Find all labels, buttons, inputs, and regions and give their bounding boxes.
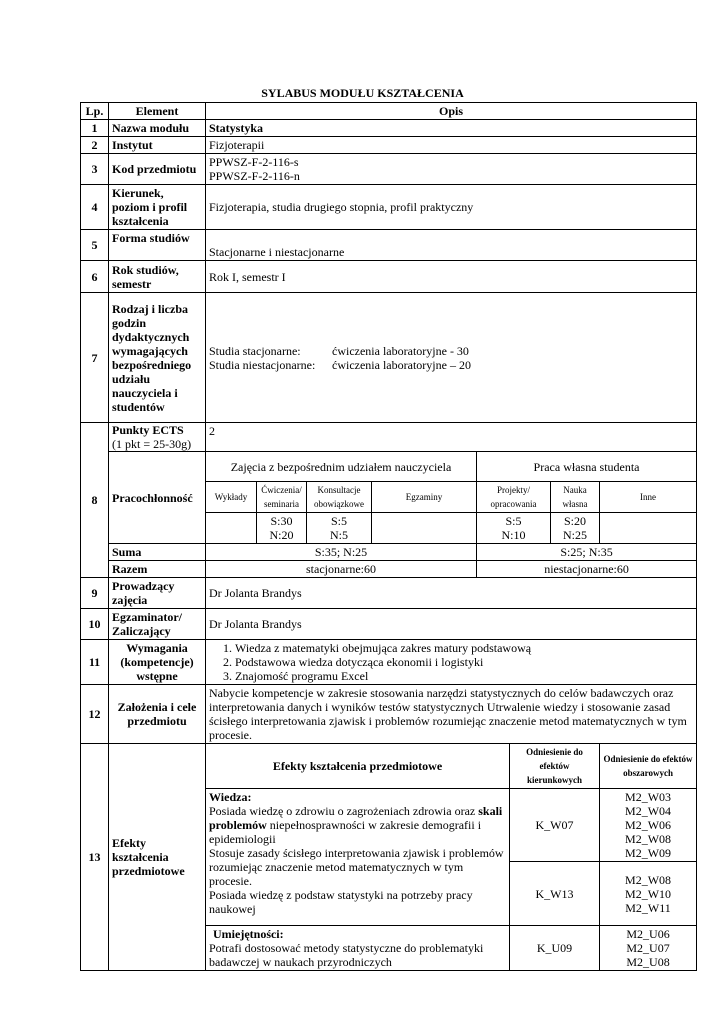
row-label: Kierunek, poziom i profil kształcenia bbox=[109, 185, 206, 230]
sum-label: Suma bbox=[109, 544, 206, 561]
ects-label bbox=[109, 423, 206, 452]
prerequisites bbox=[206, 640, 697, 685]
course-objectives: Nabycie kompetencje w zakresie stosowania narzędzi statystycznych do celów badawczych oraz interpretowania danych i wyników testów statystycznych Utrwalenie wiedzy i stosowanie zasad ścisłego interpretowania zjawisk i problemów rozumiejąc znaczenie metod matematycznych w tym procesie. bbox=[206, 685, 697, 744]
exams-hours bbox=[372, 513, 477, 544]
module-name: Statystyka bbox=[206, 120, 697, 137]
row-number: 6 bbox=[81, 261, 109, 293]
consultations-hours bbox=[307, 513, 372, 544]
row-number: 12 bbox=[81, 685, 109, 744]
row-number: 11 bbox=[81, 640, 109, 685]
ects-note: (1 pkt = 25-30g) bbox=[112, 437, 192, 451]
area-code: M2_U08 bbox=[626, 955, 670, 969]
area-code: M2_W03 bbox=[625, 790, 672, 804]
row-number: 13 bbox=[81, 744, 109, 971]
row-label: Rodzaj i liczba godzin dydaktycznych wymagających bezpośredniego udziału nauczyciela i studentów bbox=[109, 293, 206, 423]
row-label: Wymagania (kompetencje) wstępne bbox=[109, 640, 206, 685]
projects-hours bbox=[477, 513, 551, 544]
header-opis: Opis bbox=[206, 103, 697, 120]
knowledge-item: Stosuje zasady ścisłego interpretowania zjawisk i problemów rozumiejąc znaczenie metod matematycznych w tym procesie. bbox=[209, 846, 504, 888]
row-label: Forma studiów bbox=[109, 230, 206, 261]
knowledge-text: Posiada wiedzę o zdrowiu o zagrożeniach zdrowia oraz bbox=[209, 804, 479, 818]
hours-breakdown bbox=[206, 293, 697, 423]
full-time-hours: ćwiczenia laboratoryjne - 30 bbox=[332, 343, 469, 358]
list-item: 2. Podstawowa wiedza dotycząca ekonomii i logistyki bbox=[235, 655, 693, 669]
col-projects: Projekty/ opracowania bbox=[477, 482, 551, 513]
exercises-s: S:30 bbox=[270, 514, 293, 528]
area-code: M2_W06 bbox=[625, 818, 672, 832]
area-code: M2_W11 bbox=[625, 900, 671, 915]
self-learning-n: N:25 bbox=[563, 528, 587, 542]
row-number: 5 bbox=[81, 230, 109, 261]
field-outcome-code: K_W13 bbox=[510, 862, 600, 926]
row-number: 2 bbox=[81, 137, 109, 154]
outcomes-header: Efekty kształcenia przedmiotowe bbox=[206, 744, 510, 789]
contact-hours-group: Zajęcia z bezpośrednim udziałem nauczyciela bbox=[206, 452, 477, 482]
instructor: Dr Jolanta Brandys bbox=[206, 578, 697, 609]
knowledge-title: Wiedza: bbox=[209, 790, 252, 804]
knowledge-item: Posiada wiedzę z podstaw statystyki na potrzeby pracy naukowej bbox=[209, 888, 473, 916]
area-code: M2_U07 bbox=[626, 941, 670, 955]
row-label: Prowadzący zajęcia bbox=[109, 578, 206, 609]
sum-self: S:25; N:35 bbox=[477, 544, 697, 561]
header-element: Element bbox=[109, 103, 206, 120]
field-of-study: Fizjoterapia, studia drugiego stopnia, profil praktyczny bbox=[206, 185, 697, 230]
sum-contact: S:35; N:25 bbox=[206, 544, 477, 561]
full-time-label: Studia stacjonarne: bbox=[209, 343, 301, 358]
row-label: Egzaminator/ Zaliczający bbox=[109, 609, 206, 640]
area-outcomes-header: Odniesienie do efektów obszarowych bbox=[600, 744, 697, 789]
prerequisites-list bbox=[209, 641, 693, 683]
area-code: M2_W09 bbox=[625, 846, 672, 860]
syllabus-table bbox=[80, 102, 697, 971]
row-number: 9 bbox=[81, 578, 109, 609]
knowledge-text: niepełnosprawności w zakresie demografii i epidemiologii bbox=[209, 818, 482, 846]
examiner: Dr Jolanta Brandys bbox=[206, 609, 697, 640]
knowledge-emphasis: skali problemów bbox=[209, 804, 503, 832]
exercises-hours bbox=[257, 513, 307, 544]
part-time-label: Studia niestacjonarne: bbox=[209, 357, 316, 372]
self-learning-hours bbox=[551, 513, 600, 544]
row-label: Rok studiów, semestr bbox=[109, 261, 206, 293]
area-code: M2_W10 bbox=[625, 886, 672, 901]
area-outcome-codes bbox=[600, 862, 697, 926]
list-item: 3. Znajomość programu Excel bbox=[235, 669, 693, 683]
area-outcome-codes bbox=[600, 789, 697, 862]
document-title: SYLABUS MODUŁU KSZTAŁCENIA bbox=[261, 86, 464, 100]
col-exercises: Ćwiczenia/ seminaria bbox=[257, 482, 307, 513]
part-time-hours: ćwiczenia laboratoryjne – 20 bbox=[332, 357, 471, 372]
area-outcome-codes bbox=[600, 926, 697, 971]
consultations-s: S:5 bbox=[330, 514, 347, 528]
row-number: 3 bbox=[81, 154, 109, 185]
area-code: M2_W08 bbox=[625, 872, 672, 887]
projects-n: N:10 bbox=[501, 528, 526, 542]
total-fulltime: stacjonarne:60 bbox=[206, 561, 477, 578]
skills-item: Potrafi dostosować metody statystyczne do problematyki badawczej w naukach przyrodniczych bbox=[209, 941, 484, 969]
field-outcome-code: K_U09 bbox=[510, 926, 600, 971]
row-label: Efekty kształcenia przedmiotowe bbox=[109, 744, 206, 971]
workload-label: Pracochłonność bbox=[109, 452, 206, 544]
row-label: Kod przedmiotu bbox=[109, 154, 206, 185]
row-number: 1 bbox=[81, 120, 109, 137]
study-form: Stacjonarne i niestacjonarne bbox=[206, 230, 697, 261]
ects-value: 2 bbox=[206, 423, 697, 452]
field-outcomes-header: Odniesienie do efektów kierunkowych bbox=[510, 744, 600, 789]
header-lp: Lp. bbox=[81, 103, 109, 120]
col-exams: Egzaminy bbox=[372, 482, 477, 513]
row-label: Założenia i cele przedmiotu bbox=[109, 685, 206, 744]
course-code bbox=[206, 154, 697, 185]
self-learning-s: S:20 bbox=[563, 514, 586, 528]
row-number: 10 bbox=[81, 609, 109, 640]
row-label: Instytut bbox=[109, 137, 206, 154]
total-parttime: niestacjonarne:60 bbox=[477, 561, 697, 578]
row-label: Nazwa modułu bbox=[109, 120, 206, 137]
year-semester: Rok I, semestr I bbox=[206, 261, 697, 293]
institute-value: Fizjoterapii bbox=[206, 137, 697, 154]
area-code: M2_W04 bbox=[625, 804, 672, 818]
knowledge-item bbox=[209, 804, 506, 846]
course-code-n: PPWSZ-F-2-116-n bbox=[209, 169, 300, 183]
col-other: Inne bbox=[600, 482, 697, 513]
self-study-group: Praca własna studenta bbox=[477, 452, 697, 482]
row-number: 8 bbox=[81, 423, 109, 578]
lectures-hours bbox=[206, 513, 257, 544]
col-consultations: Konsultacje obowiązkowe bbox=[307, 482, 372, 513]
knowledge-outcomes bbox=[206, 789, 510, 926]
col-self-learning: Nauka własna bbox=[551, 482, 600, 513]
col-lectures: Wykłady bbox=[206, 482, 257, 513]
area-code: M2_U06 bbox=[626, 927, 670, 941]
projects-s: S:5 bbox=[505, 514, 522, 528]
exercises-n: N:20 bbox=[269, 528, 294, 542]
row-number: 4 bbox=[81, 185, 109, 230]
consultations-n: N:5 bbox=[330, 528, 348, 542]
list-item: 1. Wiedza z matematyki obejmująca zakres matury podstawową bbox=[235, 641, 693, 655]
ects-title: Punkty ECTS bbox=[112, 423, 184, 437]
area-code: M2_W08 bbox=[625, 832, 672, 846]
field-outcome-code: K_W07 bbox=[510, 789, 600, 862]
row-number: 7 bbox=[81, 293, 109, 423]
skills-title: Umiejętności: bbox=[213, 927, 284, 941]
total-label: Razem bbox=[109, 561, 206, 578]
other-hours bbox=[600, 513, 697, 544]
course-code-s: PPWSZ-F-2-116-s bbox=[209, 155, 299, 169]
skills-outcomes bbox=[206, 926, 510, 971]
